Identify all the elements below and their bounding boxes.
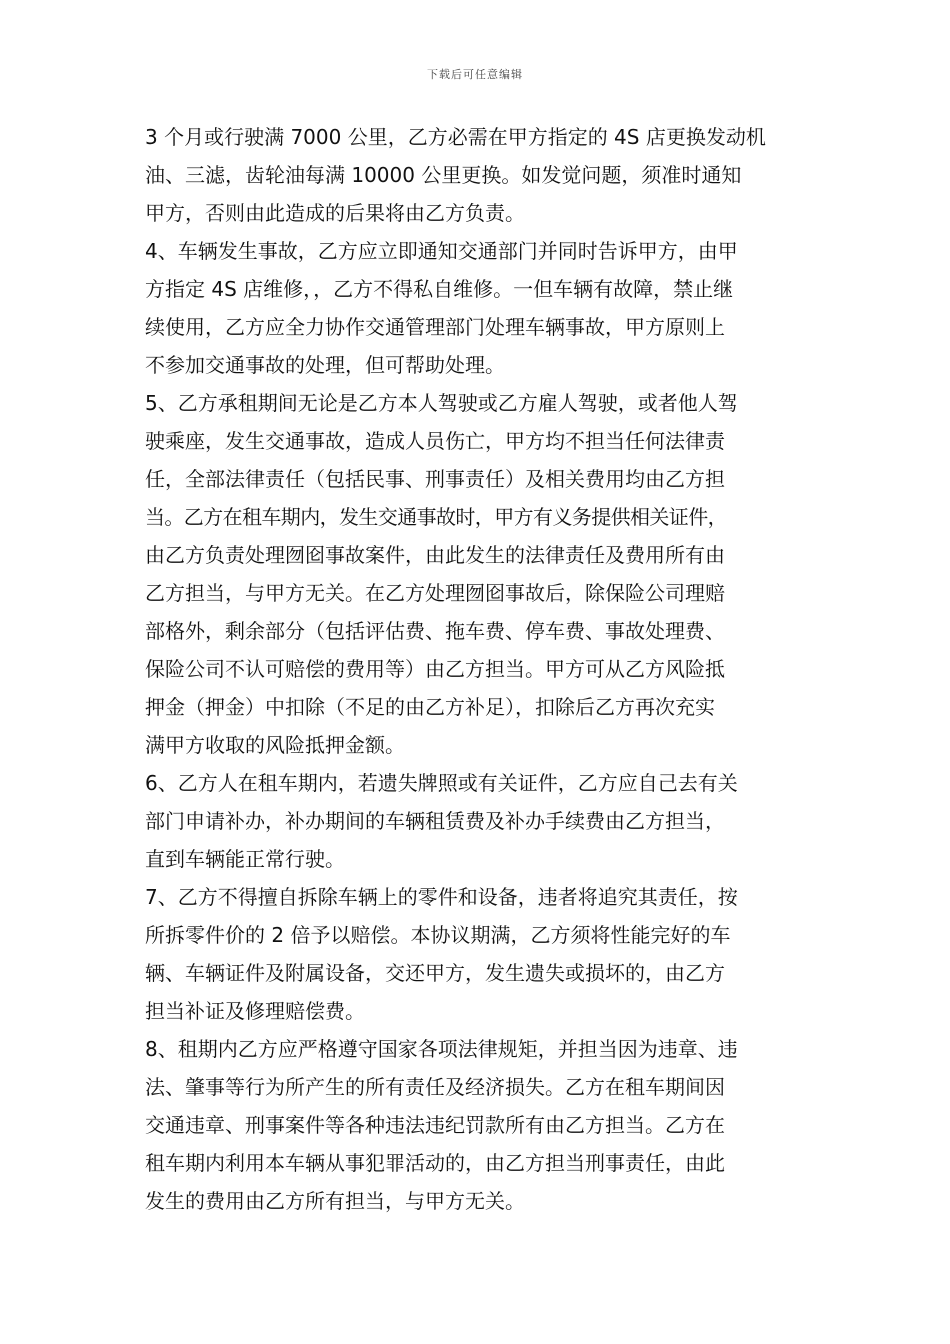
text-line: 当。乙方在租车期内，发生交通事故时，甲方有义务提供相关证件， bbox=[145, 505, 727, 529]
text-line: 部门申请补办，补办期间的车辆租赁费及补办手续费由乙方担当， bbox=[145, 809, 725, 833]
text-line: 乙方担当，与甲方无关。在乙方处理囫囵事故后，除保险公司理赔 bbox=[145, 581, 725, 605]
text-line: 部格外，剩余部分（包括评估费、拖车费、停车费、事故处理费、 bbox=[145, 619, 725, 643]
text-line: 方指定 4S 店维修，，乙方不得私自维修。一但车辆有故障，禁止继 bbox=[145, 277, 734, 301]
text-line: 5、乙方承租期间无论是乙方本人驾驶或乙方雇人驾驶，或者他人驾 bbox=[145, 391, 738, 415]
text-line: 满甲方收取的风险抵押金额。 bbox=[145, 733, 405, 757]
text-line: 8、租期内乙方应严格遵守国家各项法律规矩，并担当因为违章、违 bbox=[145, 1037, 738, 1061]
text-line: 7、乙方不得擅自拆除车辆上的零件和设备，违者将追究其责任，按 bbox=[145, 885, 738, 909]
text-line: 所拆零件价的 2 倍予以赔偿。本协议期满，乙方须将性能完好的车 bbox=[145, 923, 731, 947]
text-line: 辆、车辆证件及附属设备，交还甲方，发生遗失或损坏的，由乙方 bbox=[145, 961, 725, 985]
text-line: 驶乘座，发生交通事故，造成人员伤亡，甲方均不担当任何法律责 bbox=[145, 429, 725, 453]
text-line: 由乙方负责处理囫囵事故案件，由此发生的法律责任及费用所有由 bbox=[145, 543, 725, 567]
text-line: 发生的费用由乙方所有担当，与甲方无关。 bbox=[145, 1189, 525, 1213]
text-line: 保险公司不认可赔偿的费用等）由乙方担当。甲方可从乙方风险抵 bbox=[145, 657, 725, 681]
text-line: 4、车辆发生事故，乙方应立即通知交通部门并同时告诉甲方，由甲 bbox=[145, 239, 738, 263]
text-line: 租车期内利用本车辆从事犯罪活动的，由乙方担当刑事责任，由此 bbox=[145, 1151, 725, 1175]
text-line: 油、三滤，齿轮油每满 10000 公里更换。如发觉问题，须准时通知 bbox=[145, 163, 742, 187]
text-line: 3 个月或行驶满 7000 公里，乙方必需在甲方指定的 4S 店更换发动机 bbox=[145, 125, 766, 149]
text-line: 直到车辆能正常行驶。 bbox=[145, 847, 345, 871]
text-line: 押金（押金）中扣除（不足的由乙方补足），扣除后乙方再次充实 bbox=[145, 695, 715, 719]
text-line: 续使用，乙方应全力协作交通管理部门处理车辆事故，甲方原则上 bbox=[145, 315, 725, 339]
text-line: 6、乙方人在租车期内，若遗失牌照或有关证件，乙方应自己去有关 bbox=[145, 771, 738, 795]
text-line: 不参加交通事故的处理，但可帮助处理。 bbox=[145, 353, 505, 377]
text-line: 交通违章、刑事案件等各种违法违纪罚款所有由乙方担当。乙方在 bbox=[145, 1113, 725, 1137]
text-line: 甲方，否则由此造成的后果将由乙方负责。 bbox=[145, 201, 525, 225]
text-line: 法、肇事等行为所产生的所有责任及经济损失。乙方在租车期间因 bbox=[145, 1075, 725, 1099]
page-header: 下载后可任意编辑 bbox=[427, 68, 523, 81]
text-line: 担当补证及修理赔偿费。 bbox=[145, 999, 365, 1023]
text-line: 任，全部法律责任（包括民事、刑事责任）及相关费用均由乙方担 bbox=[145, 467, 725, 491]
document-body bbox=[145, 118, 813, 1220]
